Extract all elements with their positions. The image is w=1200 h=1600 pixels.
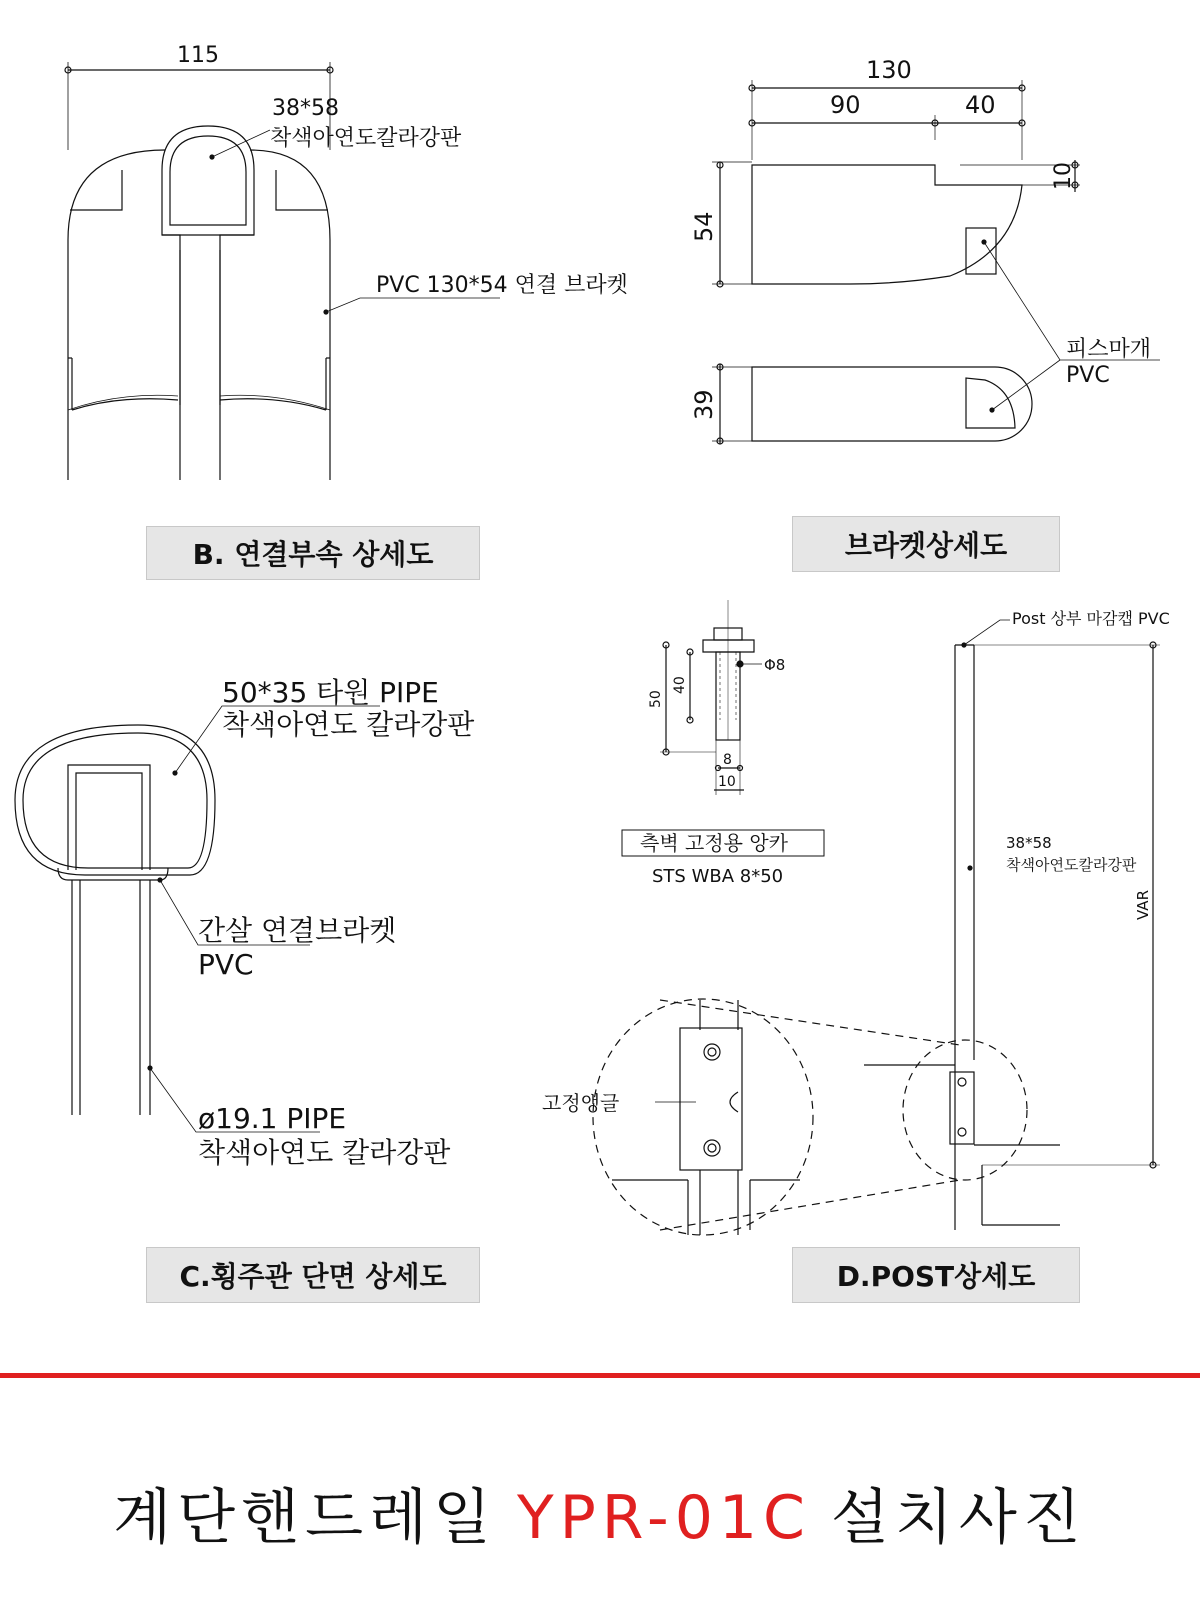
d-angle-label: 고정앵글 — [542, 1091, 620, 1115]
bracket-dim-height-top: 54 — [690, 211, 718, 242]
d-post-size: 38*58 — [1006, 834, 1052, 852]
anchor-dim-40: 40 — [672, 676, 688, 694]
c-bracket-label: 간살 연결브라켓 — [198, 914, 397, 947]
d-cap-label: Post 상부 마감캡 PVC — [1012, 609, 1170, 628]
footer-title-suffix: 설치사진 — [830, 1483, 1087, 1553]
bracket-dim-total: 130 — [866, 56, 912, 84]
anchor-dim-diameter: Φ8 — [764, 656, 786, 674]
b-pipe-size: 38*58 — [272, 96, 339, 121]
b-bracket-label: PVC 130*54 연결 브라켓 — [376, 273, 628, 298]
c-rail-label: 50*35 타원 PIPE — [222, 676, 439, 709]
footer-title-prefix: 계단핸드레일 — [113, 1483, 497, 1553]
b-dim-width: 115 — [177, 43, 219, 68]
caption-section-d: D.POST상세도 — [792, 1247, 1080, 1303]
c-rail-material: 착색아연도 칼라강판 — [222, 708, 475, 741]
b-pipe-material: 착색아연도칼라강판 — [270, 126, 462, 151]
c-baluster-material: 착색아연도 칼라강판 — [198, 1136, 451, 1169]
bracket-dim-right: 40 — [965, 91, 996, 119]
bracket-detail-drawing — [712, 80, 1160, 444]
d-var-label: VAR — [1134, 890, 1152, 920]
anchor-dim-8: 8 — [723, 752, 732, 768]
bracket-dim-notch: 10 — [1051, 162, 1076, 190]
bracket-cap-material: PVC — [1066, 363, 1110, 388]
caption-bracket-detail: 브라켓상세도 — [792, 516, 1060, 572]
c-bracket-material: PVC — [198, 948, 254, 981]
bracket-dim-height-bottom: 39 — [690, 389, 718, 420]
caption-section-b: B. 연결부속 상세도 — [146, 526, 480, 580]
bracket-cap-label: 피스마개 — [1066, 337, 1152, 362]
section-b-drawing — [65, 62, 500, 480]
anchor-detail-drawing — [622, 600, 824, 856]
anchor-spec: STS WBA 8*50 — [652, 866, 784, 887]
caption-section-c: C.횡주관 단면 상세도 — [146, 1247, 480, 1303]
section-d-drawing — [593, 620, 1160, 1235]
red-divider — [0, 1373, 1200, 1378]
anchor-title: 측벽 고정용 앙카 — [640, 831, 788, 855]
c-baluster-label: ø19.1 PIPE — [198, 1102, 347, 1135]
anchor-dim-50: 50 — [648, 690, 664, 708]
d-post-material: 착색아연도칼라강판 — [1006, 856, 1137, 874]
footer-model: YPR-01C — [516, 1483, 811, 1553]
bracket-dim-left: 90 — [830, 91, 861, 119]
footer-title — [0, 1470, 1200, 1556]
anchor-dim-10: 10 — [718, 774, 736, 790]
